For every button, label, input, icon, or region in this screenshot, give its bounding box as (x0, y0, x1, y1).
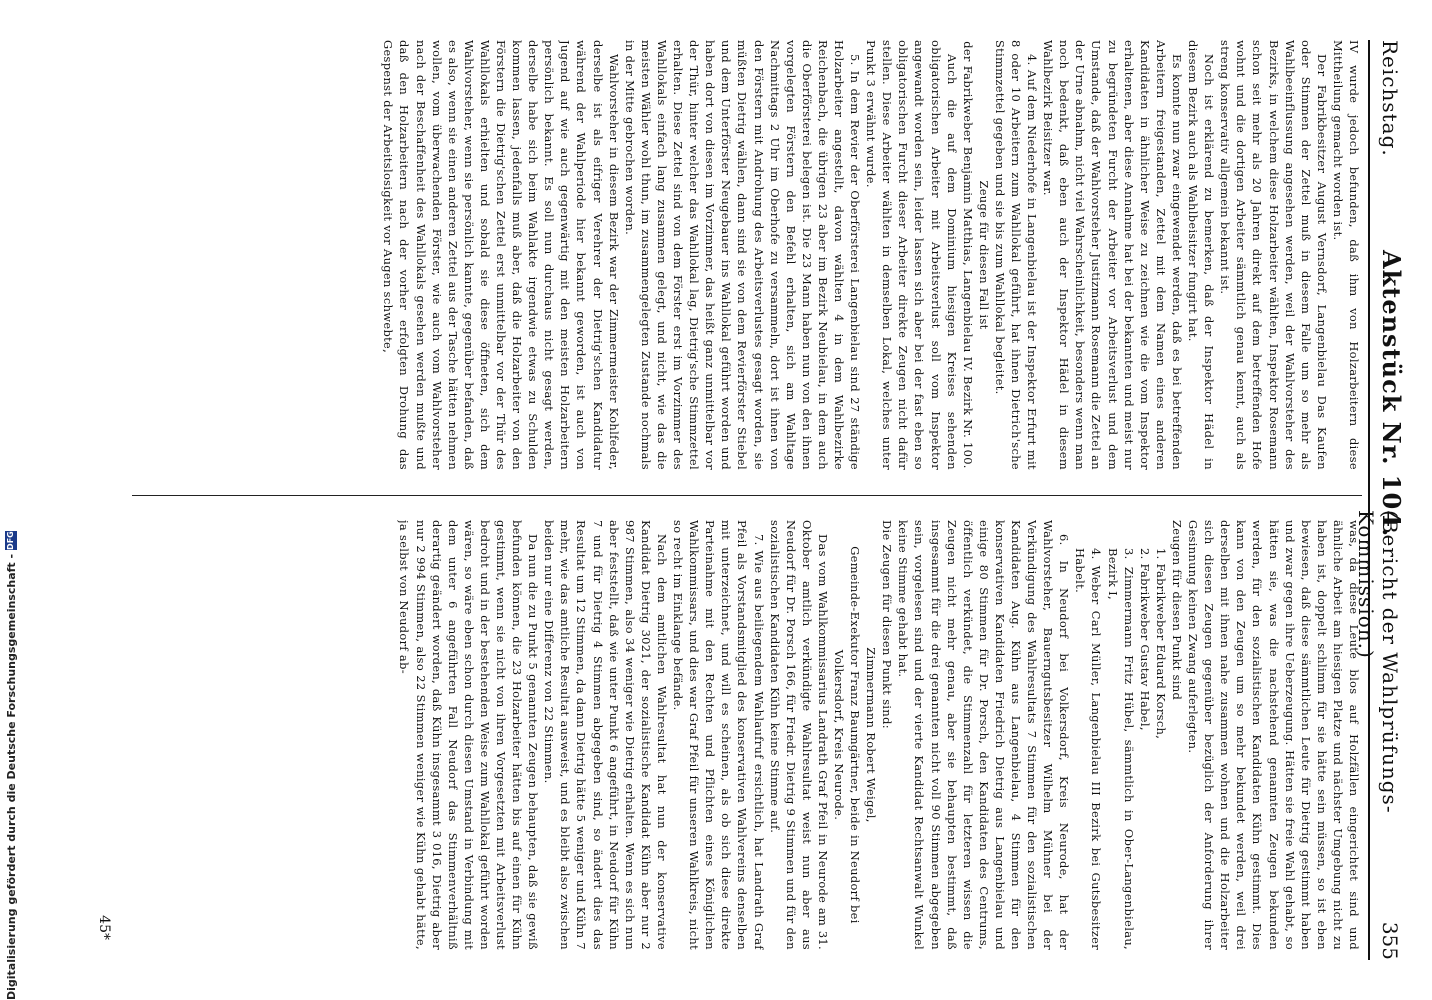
paragraph: Zimmermann Robert Weigel, (864, 647, 879, 823)
page-header (1354, 40, 1410, 960)
paragraph: Auch die auf dem Dominium hiesigen Kreises sehenden obligatorischen Arbeiter mit Arbeitsverlust soll vom Inspektor angewandt worden sein, leider lassen sich aber bei der fast eben so obligatorischen Furcht dieser Arbeiter direkte Zeugen nicht dafür stellen. Diese Arbeiter wählten in demselben Lokal, welches unter Punkt 3 erwähnt wurde. (864, 40, 959, 470)
signature-mark: 45* (96, 915, 112, 940)
paragraph: Noch ist erklärend zu bemerken, daß der Inspektor Hädel in diesem Bezirk auch als Wahlbeisitzer fungirt hat. (1186, 40, 1217, 470)
paragraph: 6. In Neudorf bei Volkersdorf, Kreis Neurode, hat der Wahlvorsteher, Bauerngutsbesitzer Wilhelm Mühner bei der Verkündigung des Wahlresultats 7 Stimmen für den sozialistischen Kandidaten Aug. Kühn aus Langenbielau, 4 Stimmen für den konservativen Kandidaten Friedrich Dietrig aus Langenbielau und einige 80 Stimmen für Dr. Porsch, den Kandidaten des Centrums, öffentlich verkündet, die Stimmenzahl für letzteren wissen die Zeugen nicht mehr genau, aber sie behaupten bestimmt, daß insgesammt für die drei genannten nicht voll 90 Stimmen abgegeben sein, vorgelesen sind und der vierte Kandidat Rechtsanwalt Wunkel keine Stimme gehabt hat. (896, 520, 1072, 950)
paragraph: was, da diese Leute blos auf Holzfällen eingerichtet sind und ähnliche Arbeit am hiesigen Platze und nächster Umgebung nicht zu haben ist, doppelt schlimm für sie hätte sein müssen, so ist eben bewiesen, daß diese sämmtlichen Leute für Dietrig gestimmt haben und zwar gegen ihre Ueberzeugung. Hätten sie freie Wahl gehabt, so hätten sie, was die nachstehend genannten Zeugen bekunden werden, für den sozialistischen Kandidaten Kühn gestimmt. Dies kann von den Zeugen um so mehr bekundet werden, weil drei derselben mit ihnen nahe zusammen wohnen und die Holzarbeiter sich diesen Zeugen gegenüber bezüglich der Anforderung ihrer Gesinnung keinen Zwang auferlegten. (1186, 520, 1361, 950)
paragraph: 1. Fabrikweber Eduard Korsch, (1153, 548, 1168, 740)
paragraph: Nach dem amtlichen Wahlresultat hat nun der konservative Kandidat Dietrig 3021, der sozialistische Kandidat Kühn aber nur 2 987 Stimmen, also 34 weniger wie Dietrig erhalten. Wenn es sich nun aber feststellt, daß wie unter Punkt 6 angeführt, in Neudorf für Kühn 7 und für Dietrig 4 Stimmen abgegeben sind, so ändert dies das Resultat um 12 Stimmen, da dann Dietrig hätte 5 weniger und Kühn 7 mehr, wie das amtliche Resultat ausweist, und es bleibt also zwischen beiden nur eine Differenz von 22 Stimmen. (542, 520, 669, 950)
paragraph: 4. Weber Carl Müller, Langenbielau III Bezirk bei Gutsbesitzer Habelt. (1073, 548, 1104, 950)
column-divider (132, 495, 1362, 496)
paragraph: 5. In dem Revier der Oberförsterei Langenbielau sind 27 ständige Holzarbeiter angestellt, davon wählten 4 in dem Wahlbezirke Reichenbach, die übrigen 23 aber im Bezirk Neubielau, in dem auch die Oberförsterei belegen ist. Die 23 Mann haben nun von den ihnen vorgelegten Förstern den Befehl erhalten, sich am Wahltage Nachmittags 2 Uhr im Oberhofe zu versammeln, dort ist ihnen von den Förstern mit Androhung des Arbeitsverlustes gesagt worden, sie müßten Dietrig wählen, dann sind sie von dem Revierförster Stiebel und dem Unterförster Neugebauer ins Wahllokal geführt worden und haben dort von diesen im Vorzimmer, das heißt ganz unmittelbar vor der Thür, hinter welcher das Wahllokal lag, Dietrig'sche Stimmzettel erhalten. Diese Zettel sind von dem Förster erst im Vorzimmer des Wahllokals einfach lang zusammen gelegt, und nicht, wie das die meisten Wähler wohl thun, im zusammengelegten Zustande nochmals in der Mitte gebrochen worden. (622, 40, 863, 470)
paragraph: Die Zeugen für diesen Punkt sind: (880, 520, 895, 729)
paragraph: 2. Fabrikweber Gustav Habel, (1137, 548, 1152, 731)
paragraph: Wahlvorsteher in diesem Bezirk war der Zimmermeister Kohlfeder, derselbe ist als eifriger Verehrer der Dietrig'schen Kandidatur während der Wahlperiode hier bekannt geworden, ist auch von Jugend auf wie auch gegenwärtig mit den meisten Holzarbeitern persönlich bekannt. Es soll nun durchaus nicht gesagt werden, derselbe habe sich beim Wahlakte irgendwie etwas zu Schulden kommen lassen, jedenfalls muß aber, daß die Holzarbeiter von den Förstern die Dietrig'schen Zettel erst unmittelbar vor der Thür des Wahllokals erhielten und sobald sie diese öffneten, sich dem Wahlvorsteher, wenn sie persönlich kannte, gegenüber befanden, daß es also, wenn sie einen anderen Zettel aus der Tasche hätten nehmen wollen, vom überwachenden Förster, wie auch vom Wahlvorsteher nach der Beschaffenheit des Wahllokals gesehen werden mußte und daß den Holzarbeitern nach der vorher erfolgten Drohung das Gespenst der Arbeitslosigkeit vor Augen schwebte, (381, 40, 621, 470)
page-number: 355 (1378, 921, 1402, 960)
paragraph: Das vom Wahlkommissarius Landrath Graf Pfeil in Neurode am 31. Oktober amtlich verkündigte Wahlresultat weist nun aber aus Neudorf für Dr. Porsch 166, für Friedr. Dietrig 9 Stimmen und für den sozialistischen Kandidaten Kühn keine Stimme auf. (767, 520, 830, 950)
dfg-logo-icon: DFG (6, 531, 15, 550)
document-page (52, 0, 1432, 1000)
paragraph: 3. Zimmermann Fritz Hübel, sämmtlich in Ober-Langenbielau, Bezirk I, (1105, 548, 1136, 950)
paragraph: Gemeinde-Exekutor Franz Baumgärtner, beide in Neudorf bei Volkersdorf, Kreis Neurode. (832, 546, 863, 924)
paragraph: Zeugen für diesen Punkt sind (1169, 520, 1184, 701)
header-left: Reichstag. (1378, 40, 1402, 157)
paragraph: 7. Wie aus beiliegendem Wahlaufruf ersichtlich, hat Landrath Graf Pfeil als Vorstandsmitglied des konservativen Wahlvereins denselben mit unterzeichnet, und will es scheinen, als ob sich diese direkte Parteinahme mit den Rechten und Pflichten eines Königlichen Wahlkommissars, und dies war Graf Pfeil für unseren Wahlkreis, nicht so recht im Einklange befände. (671, 520, 766, 950)
paragraph: 4. Auf dem Niederhofe in Langenbielau ist der Inspektor Erfurt mit 8 oder 10 Arbeitern zum Wahllokal geführt, hat ihnen Dietrich'sche Stimmzettel gegeben und sie bis zum Wahllokal begleitet. (992, 40, 1040, 470)
paragraph: IV wurde jedoch befunden, daß ihm von Holzarbeitern diese Mittheilung gemacht worden ist. (1330, 40, 1361, 470)
paragraph: Da nun die zu Punkt 5 genannten Zeugen behaupten, daß sie gewiß befunden können, die 23 Holzarbeiter hätten bis auf einen für Kühn gestimmt, wenn sie nicht von ihren Vorgesetzten mit Arbeitsverlust bedroht und in der bestehenden Weise zum Wahllokal geführt worden wären, so wäre eben schon durch diesen Umstand in Verbindung mit dem unter 6 angeführten Fall Neudorf das Stimmenverhältniß derartig geändert worden, daß Kühn insgesammt 3 016, Dietrig aber nur 2 994 Stimmen, also 22 Stimmen weniger wie Kühn gehabt hätte, ja selbst von Neudorf ab- (397, 520, 541, 950)
left-column (132, 40, 1362, 470)
paragraph: Der Fabrikbesitzer August Vernsdorf, Langenbielau Das Kaufen oder Stimmen der Zettel muß in diesem Falle um so mehr als Wahlbeeinflussung angesehen werden, weil der Wahlvorsteher des Bezirks, in welchem diese Holzarbeiter wählten, Inspektor Rosemann schon seit mehr als 20 Jahren direkt auf dem betreffenden Hofe wohnt und die dortigen Arbeiter sämmtlich genau kennt, auch als streng konservativ allgemein bekannt ist. (1218, 40, 1329, 470)
header-title: Aktenstück Nr. 104. (1377, 250, 1406, 538)
paragraph: der Fabrikweber Benjamin Matthias, Langenbielau IV. Bezirk Nr. 100. (960, 41, 975, 469)
paragraph: Es konnte nun zwar eingewendet werden, daß es bei betreffenden Arbeitern freigestanden, Zettel mit dem Namen eines anderen Kandidaten in ähnlicher Weise zu zeichnen wie die vom Inspektor erhaltenen, aber diese Annahme hat bei der bekannten und meist nur zu begründeten Furcht der Arbeiter vor Arbeitsverlust und dem Umstande, daß der Wahlvorsteher Justizmann Rosemann die Zettel an der Urne abnahm, nicht viel Wahrscheinlichkeit, besonders wenn man noch bedenkt, daß eben auch der Inspektor Hädel in diesem Wahlbezirk Beisitzer war. (1041, 40, 1184, 470)
header-subtitle: (Bericht der Wahlprüfungs-Kommission.) (1354, 510, 1402, 814)
right-column (132, 520, 1362, 950)
paragraph: Zeuge für diesen Fall ist (976, 180, 991, 330)
credit-text: Digitalisierung gefördert durch die Deutsche Forschungsgemeinschaft - (4, 553, 18, 1000)
digitization-credit (2, 531, 20, 1000)
